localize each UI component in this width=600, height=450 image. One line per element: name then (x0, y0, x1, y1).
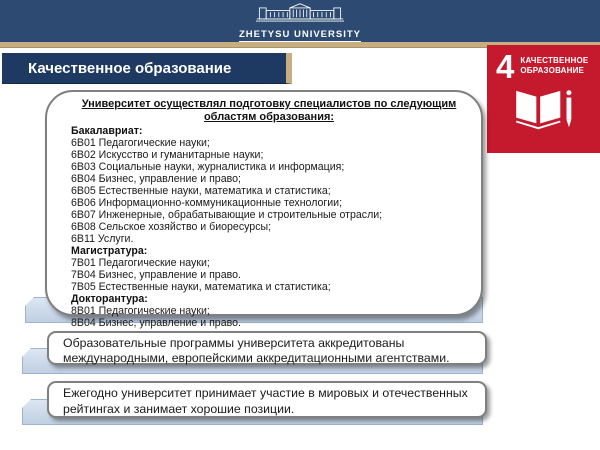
program-line: 7В04 Бизнес, управление и право. (71, 269, 241, 281)
sdg4-number: 4 (496, 48, 515, 85)
page-title: Качественное образование (2, 53, 292, 84)
programs-box (45, 90, 483, 329)
program-line: 6В02 Искусство и гуманитарные науки; (71, 149, 264, 161)
program-sections (71, 125, 467, 329)
sdg4-label-line1: КАЧЕСТВЕННОЕ (520, 56, 589, 65)
sdg4-icon-wrap (496, 87, 592, 133)
program-line: 6В06 Информационно-коммуникационные технологии; (71, 197, 343, 209)
ratings-line: Ежегодно университет принимает участие в мировых и отечественных (63, 386, 468, 400)
program-line: 7В01 Педагогические науки; (71, 257, 210, 269)
accreditation-line: международными, европейскими аккредитационными агентствами. (63, 350, 450, 365)
sdg4-label (520, 56, 588, 75)
accreditation-line: Образовательные программы университета аккредитованы (63, 336, 405, 350)
university-building-icon (248, 2, 352, 24)
program-section-title: Докторантура: (71, 293, 148, 305)
program-line: 6В11 Услуги. (71, 233, 134, 245)
programs-heading: Университет осуществлял подготовку специалистов по следующим областям образования: (81, 98, 457, 123)
program-line: 7В05 Естественные науки, математика и статистика; (71, 281, 331, 293)
accreditation-box (47, 331, 487, 365)
ratings-box (47, 381, 487, 418)
program-line: 8В01 Педагогические науки; (71, 305, 210, 317)
book-and-pencil-icon (513, 87, 575, 133)
university-name: ZHETYSU UNIVERSITY (239, 29, 361, 40)
program-section-title: Магистратура: (71, 245, 148, 257)
program-line: 6В01 Педагогические науки; (71, 137, 210, 149)
sdg4-label-line2: ОБРАЗОВАНИЕ (520, 65, 585, 75)
ratings-line: рейтингах и занимает хорошие позиции. (63, 401, 295, 416)
program-line: 6В08 Сельское хозяйство и биоресурсы; (71, 221, 272, 233)
program-line: 6В04 Бизнес, управление и право; (71, 173, 241, 185)
header-bar (0, 0, 600, 42)
program-line: 8В04 Бизнес, управление и право. (71, 317, 241, 329)
program-line: 6В07 Инженерные, обрабатывающие и строительные отрасли; (71, 209, 383, 221)
program-section-title: Бакалавриат: (71, 125, 143, 137)
program-line: 6В03 Социальные науки, журналистика и информация; (71, 161, 345, 173)
sdg4-badge (487, 45, 600, 153)
sdg4-header (496, 48, 592, 85)
program-line: 6В05 Естественные науки, математика и статистика; (71, 185, 331, 197)
